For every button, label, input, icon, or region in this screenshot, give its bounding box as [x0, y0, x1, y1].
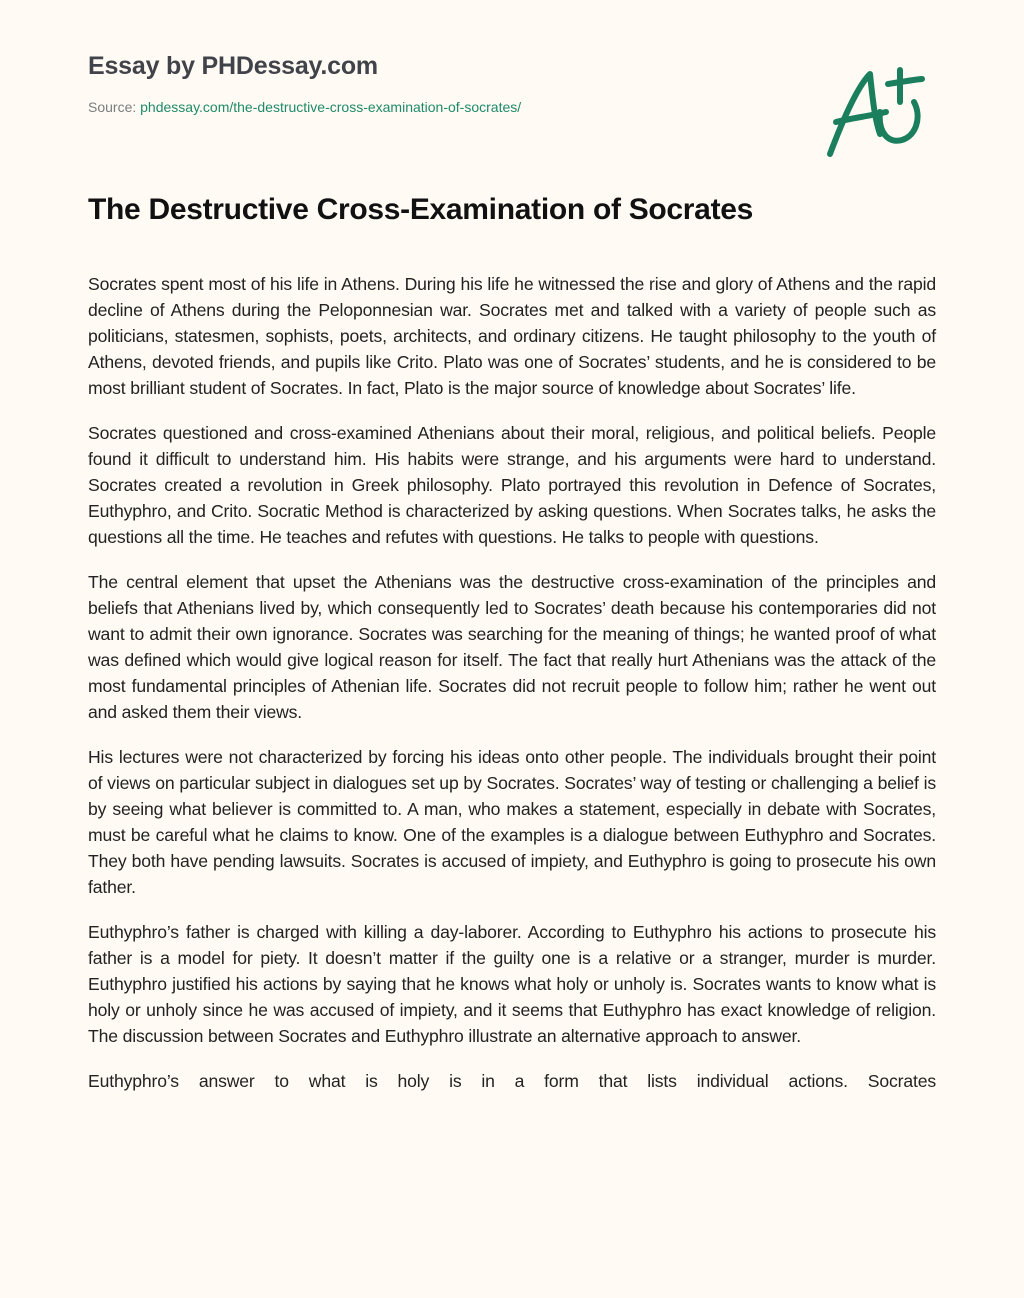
essay-paragraph: Socrates spent most of his life in Athens. During his life he witnessed the rise and glory of Athens and the rapid decline of Athens during the Peloponnesian war. Socrates met and talked with a variety of people such as politicians, statesmen, sophists, poets, architects, and ordinary citizens. He taught philosophy to the youth of Athens, devoted friends, and pupils like Crito. Plato was one of Socrates’ students, and he is considered to be most brilliant student of Socrates. In fact, Plato is the major source of knowledge about Socrates’ life. — [88, 274, 936, 398]
source-link[interactable]: phdessay.com/the-destructive-cross-examination-of-socrates/ — [140, 99, 522, 115]
page-header — [88, 50, 788, 116]
source-line — [88, 98, 788, 116]
essay-paragraph: Euthyphro’s answer to what is holy is in a form that lists individual actions. Socrates — [88, 1071, 936, 1091]
essay-paragraph: His lectures were not characterized by forcing his ideas onto other people. The individuals brought their point of views on particular subject in dialogues set up by Socrates. Socrates’ way of testing or challenging a belief is by seeing what believer is committed to. A man, who makes a statement, especially in debate with Socrates, must be careful what he claims to know. One of the examples is a dialogue between Euthyphro and Socrates. They both have pending lawsuits. Socrates is accused of impiety, and Euthyphro is going to prosecute his own father. — [88, 747, 936, 897]
a-plus-grade-icon — [822, 62, 932, 162]
essay-paragraph: Socrates questioned and cross-examined Athenians about their moral, religious, and political beliefs. People found it difficult to understand him. His habits were strange, and his arguments were hard to understand. Socrates created a revolution in Greek philosophy. Plato portrayed this revolution in Defence of Socrates, Euthyphro, and Crito. Socratic Method is characterized by asking questions. When Socrates talks, he asks the questions all the time. He teaches and refutes with questions. He talks to people with questions. — [88, 423, 936, 547]
essay-paragraph: The central element that upset the Athenians was the destructive cross-examination of the principles and beliefs that Athenians lived by, which consequently led to Socrates’ death because his contemporaries did not want to admit their own ignorance. Socrates was searching for the meaning of things; he wanted proof of what was defined which would give logical reason for itself. The fact that really hurt Athenians was the attack of the most fundamental principles of Athenian life. Socrates did not recruit people to follow him; rather he went out and asked them their views. — [88, 572, 936, 722]
site-title: Essay by PHDessay.com — [88, 52, 378, 80]
essay-title: The Destructive Cross-Examination of Socrates — [88, 193, 754, 226]
essay-body — [88, 271, 936, 1113]
essay-paragraph: Euthyphro’s father is charged with killing a day-laborer. According to Euthyphro his actions to prosecute his father is a model for piety. It doesn’t matter if the guilty one is a relative or a stranger, murder is murder. Euthyphro justified his actions by saying that he knows what holy or unholy is. Socrates wants to know what is holy or unholy since he was accused of impiety, and it seems that Euthyphro has exact knowledge of religion. The discussion between Socrates and Euthyphro illustrate an alternative approach to answer. — [88, 922, 936, 1046]
source-label: Source: — [88, 99, 137, 115]
